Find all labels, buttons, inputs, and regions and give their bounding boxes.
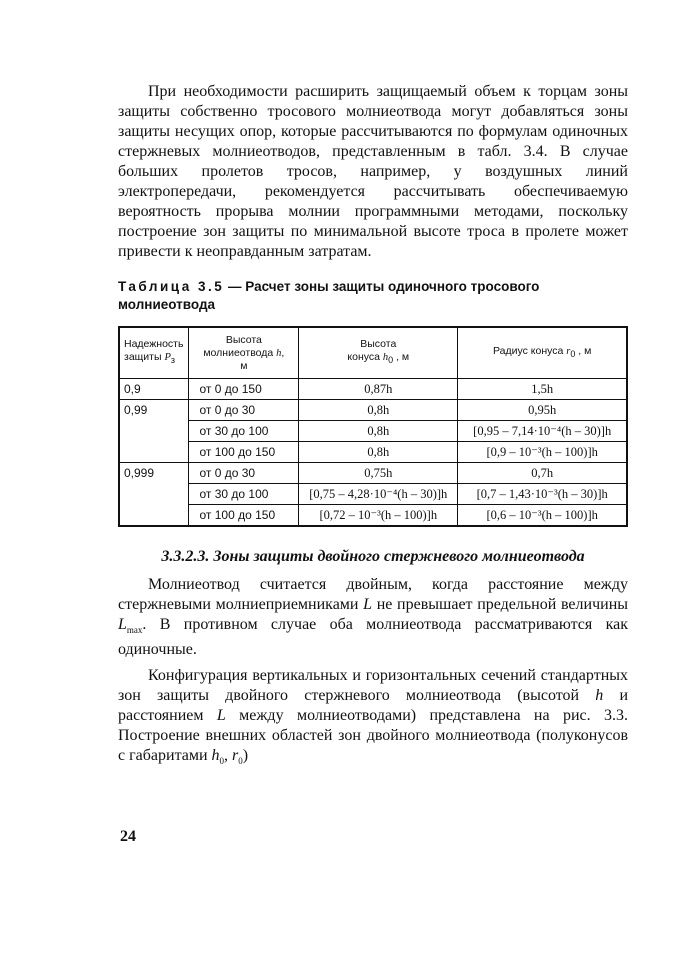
configuration-paragraph	[118, 666, 628, 771]
cell-height: от 0 до 150	[189, 379, 299, 400]
header-reliability-line2: защиты	[124, 351, 165, 364]
para2-text-a: Молниеотвод считается двойным, когда расстояние между стержневыми молниеприемниками	[118, 576, 628, 613]
cell-reliability: 0,99	[119, 400, 189, 463]
var-r0: r	[232, 747, 239, 765]
table-header-row	[119, 327, 627, 379]
var-l: L	[216, 707, 226, 725]
para3-text-d: ,	[224, 747, 233, 765]
var-h0: h	[382, 352, 389, 364]
para3-text-e: )	[242, 747, 249, 765]
var-h: h	[276, 347, 282, 359]
para3-text-b: и расстоянием	[118, 687, 628, 725]
page-content	[118, 82, 628, 771]
cell-cone-height: 0,8h	[299, 442, 458, 463]
cell-cone-height: 0,75h	[299, 463, 458, 484]
cell-height: от 0 до 30	[189, 400, 299, 421]
header-reliability	[119, 327, 189, 379]
cell-cone-radius: [0,9 – 10⁻³(h – 100)]h	[458, 442, 627, 463]
header-cone-height-unit: , м	[393, 351, 410, 364]
header-height	[189, 327, 299, 379]
header-cone-radius	[458, 327, 627, 379]
sub-0: 0	[388, 355, 394, 366]
sub-0: 0	[570, 349, 576, 360]
table-caption-label: Таблица 3.5	[118, 279, 225, 294]
header-height-line2: молниеотвода	[203, 346, 277, 359]
cell-height: от 30 до 100	[189, 421, 299, 442]
table-row	[119, 463, 627, 484]
var-r0: r	[566, 345, 571, 357]
header-cone-height	[299, 327, 458, 379]
header-cone-radius-unit: , м	[575, 344, 592, 357]
var-h: h	[595, 687, 604, 705]
table-row	[119, 442, 627, 463]
cell-cone-height: 0,8h	[299, 421, 458, 442]
sub-0: 0	[219, 756, 225, 767]
var-lmax: L	[118, 616, 127, 633]
cell-cone-radius: 0,7h	[458, 463, 627, 484]
cell-cone-radius: 1,5h	[458, 379, 627, 400]
header-cone-height-line2: конуса	[347, 351, 383, 364]
para3-text-c: между молниеотводами) представлена на рис. 3.3. Построение внешних областей зон двойного молниеотвода (полуконусов с габаритами	[118, 707, 628, 765]
para2-text-c: . В противном случае оба молниеотвода рассматриваются как одиночные.	[118, 616, 628, 659]
table-row	[119, 400, 627, 421]
table-row	[119, 484, 627, 505]
sub-max: max	[126, 625, 143, 636]
cell-cone-radius: [0,7 – 1,43·10⁻³(h – 30)]h	[458, 484, 627, 505]
page-number: 24	[120, 828, 136, 845]
cell-cone-height: [0,75 – 4,28·10⁻⁴(h – 30)]h	[299, 484, 458, 505]
header-height-unit: м	[240, 359, 248, 372]
sub-z: з	[170, 355, 175, 366]
intro-paragraph: При необходимости расширить защищаемый объем к торцам зоны защиты собственно тросового молниеотвода могут добавляться зоны защиты несущих опор, которые рассчитываются по формулам одиночных стержневых молниеотводов, представленным в табл. 3.4. В случае больших пролетов тросов, например, у воздушных линий электропередачи, рекомендуется рассчитывать обеспечиваемую вероятность прорыва молнии программными методами, поскольку построение зон защиты по минимальной высоте троса в пролете может привести к неоправданным затратам.	[118, 83, 628, 260]
cell-height: от 0 до 30	[189, 463, 299, 484]
header-height-line1: Высота	[225, 333, 262, 346]
section-title: 3.3.2.3. Зоны защиты двойного стержневого молниеотвода	[161, 548, 585, 565]
cell-height: от 100 до 150	[189, 505, 299, 527]
var-l: L	[363, 596, 373, 613]
cell-height: от 30 до 100	[189, 484, 299, 505]
sub-0: 0	[238, 756, 243, 767]
table-row	[119, 421, 627, 442]
table-row	[119, 379, 627, 400]
table-caption-text: — Расчет зоны защиты одиночного тросового молниеотвода	[118, 279, 540, 312]
cell-height: от 100 до 150	[189, 442, 299, 463]
var-p: P	[164, 352, 171, 364]
para2-text-b: не превышает предельной величины	[372, 596, 628, 613]
cell-cone-height: 0,8h	[299, 400, 458, 421]
table-row	[119, 505, 627, 527]
header-cone-height-line1: Высота	[360, 338, 397, 351]
cell-reliability: 0,999	[119, 463, 189, 527]
table-caption	[118, 278, 628, 314]
cell-cone-radius: 0,95h	[458, 400, 627, 421]
cell-cone-radius: [0,6 – 10⁻³(h – 100)]h	[458, 505, 627, 527]
var-h0: h	[211, 747, 220, 765]
cell-cone-radius: [0,95 – 7,14·10⁻⁴(h – 30)]h	[458, 421, 627, 442]
double-rod-paragraph	[118, 575, 628, 660]
calculation-table	[118, 326, 628, 527]
header-height-comma: ,	[281, 346, 285, 359]
cell-cone-height: 0,87h	[299, 379, 458, 400]
cell-reliability: 0,9	[119, 379, 189, 400]
cell-cone-height: [0,72 – 10⁻³(h – 100)]h	[299, 505, 458, 527]
header-reliability-line1: Надежность	[124, 338, 184, 351]
header-cone-radius-text: Радиус конуса	[493, 344, 567, 357]
para3-text-a: Конфигурация вертикальных и горизонтальных сечений стандартных зон защиты двойного стержневого молниеотвода (высотой	[118, 667, 628, 705]
